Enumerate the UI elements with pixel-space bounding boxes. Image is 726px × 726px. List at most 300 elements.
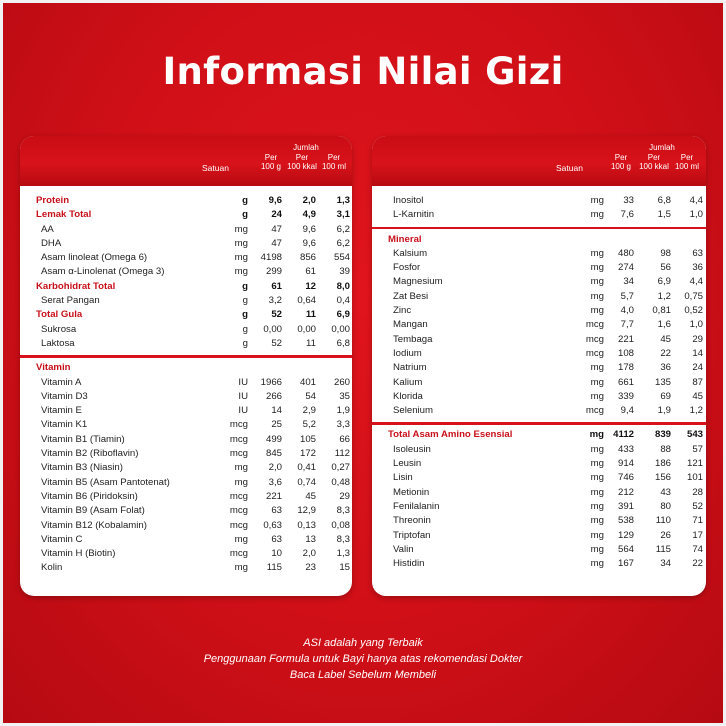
nutrient-name: Klorida: [393, 390, 423, 402]
value-per-100g: 178: [617, 362, 634, 374]
unit-cell: g: [242, 195, 248, 206]
value-per-100g: 61: [271, 280, 282, 292]
nutrient-name: Vitamin B1 (Tiamin): [41, 433, 125, 445]
value-per-100g: 3,6: [268, 476, 282, 488]
value-per-100ml: 0,00: [331, 323, 350, 335]
table-row: [20, 376, 352, 390]
unit-cell: mg: [234, 476, 248, 488]
value-per-100kkal: 156: [654, 472, 671, 484]
value-per-100kkal: 61: [305, 266, 316, 278]
table-row: [20, 461, 352, 475]
nutrient-name: Vitamin: [36, 362, 71, 374]
value-per-100kkal: 5,2: [302, 419, 316, 431]
nutrient-name: Vitamin C: [41, 533, 83, 545]
header-per-100kkal: Per 100 kkal: [639, 153, 669, 171]
value-per-100ml: 543: [686, 429, 703, 441]
value-per-100g: 7,6: [620, 209, 634, 221]
value-per-100kkal: 9,6: [302, 223, 316, 235]
table-row: [20, 194, 352, 208]
value-per-100ml: 3,3: [336, 419, 350, 431]
nutrient-name: Valin: [393, 543, 414, 555]
table-row: [372, 376, 706, 390]
nutrient-name: Sukrosa: [41, 323, 77, 335]
value-per-100kkal: 115: [655, 543, 671, 555]
header-satuan: Satuan: [556, 163, 583, 173]
table-row: [20, 490, 352, 504]
value-per-100kkal: 839: [654, 429, 671, 441]
value-per-100g: 24: [271, 209, 282, 221]
table-row: [20, 433, 352, 447]
value-per-100kkal: 135: [654, 376, 671, 388]
value-per-100g: 3,2: [268, 295, 282, 307]
unit-cell: mg: [234, 223, 248, 235]
table-row: [20, 208, 352, 222]
nutrient-name: Vitamin B6 (Piridoksin): [41, 490, 138, 502]
value-per-100g: 221: [617, 333, 634, 345]
value-per-100kkal: 88: [660, 443, 671, 455]
table-row: [372, 347, 706, 361]
nutrient-name: Vitamin E: [41, 405, 82, 417]
value-per-100ml: 17: [692, 529, 703, 541]
value-per-100ml: 45: [692, 390, 703, 402]
table-row: [372, 500, 706, 514]
table-row: [20, 337, 352, 351]
value-per-100g: 4198: [260, 252, 282, 264]
value-per-100g: 14: [271, 405, 282, 417]
value-per-100ml: 87: [692, 376, 703, 388]
table-row: [20, 323, 352, 337]
unit-cell: mg: [234, 237, 248, 249]
value-per-100ml: 66: [339, 433, 350, 445]
value-per-100kkal: 12,9: [297, 505, 316, 517]
value-per-100kkal: 2,0: [302, 195, 316, 206]
value-per-100ml: 0,75: [684, 290, 703, 302]
unit-cell: mg: [590, 376, 604, 388]
unit-cell: mg: [590, 390, 604, 402]
unit-cell: mcg: [229, 433, 248, 445]
value-per-100kkal: 105: [299, 433, 316, 445]
nutrient-name: Iodium: [393, 347, 422, 359]
table-row: [20, 504, 352, 518]
value-per-100kkal: 34: [660, 558, 671, 570]
value-per-100ml: 6,9: [336, 309, 350, 321]
table-row: [20, 308, 352, 322]
table-row: [20, 294, 352, 308]
footer-line: Baca Label Sebelum Membeli: [289, 669, 437, 681]
value-per-100g: 47: [271, 223, 282, 235]
value-per-100ml: 121: [686, 458, 703, 470]
table-row: [20, 237, 352, 251]
table-row: [372, 443, 706, 457]
unit-cell: mcg: [585, 405, 604, 417]
value-per-100g: 212: [617, 486, 634, 498]
value-per-100kkal: 0,64: [297, 295, 316, 307]
unit-cell: mg: [590, 290, 604, 302]
nutrient-name: Asam α-Linolenat (Omega 3): [41, 266, 165, 278]
nutrient-name: Asam linoleat (Omega 6): [41, 252, 148, 264]
header-per-100ml: Per 100 ml: [674, 153, 699, 171]
value-per-100ml: 4,4: [689, 195, 703, 206]
table-row: [372, 457, 706, 471]
unit-cell: mcg: [229, 490, 248, 502]
nutrient-name: Vitamin D3: [41, 390, 88, 402]
header-per-100g: Per 100 g: [260, 153, 282, 171]
unit-cell: mg: [234, 252, 248, 264]
unit-cell: mcg: [229, 548, 248, 560]
value-per-100g: 299: [265, 266, 282, 278]
nutrient-name: Laktosa: [41, 337, 75, 349]
value-per-100g: 221: [265, 490, 282, 502]
nutrient-name: Vitamin B2 (Riboflavin): [41, 448, 139, 460]
value-per-100ml: 1,2: [689, 405, 703, 417]
nutrient-name: Vitamin A: [41, 376, 82, 388]
nutrient-name: Vitamin B9 (Asam Folat): [41, 505, 145, 517]
value-per-100g: 433: [617, 443, 634, 455]
value-per-100ml: 112: [334, 448, 350, 460]
unit-cell: mg: [590, 262, 604, 274]
section-divider: [372, 223, 706, 233]
nutrient-name: Total Gula: [36, 309, 83, 321]
value-per-100g: 47: [271, 237, 282, 249]
value-per-100ml: 554: [333, 252, 350, 264]
value-per-100ml: 63: [692, 247, 703, 259]
footer-line: ASI adalah yang Terbaik: [303, 637, 423, 649]
value-per-100ml: 14: [692, 347, 703, 359]
value-per-100ml: 1,3: [336, 548, 350, 560]
unit-cell: g: [242, 309, 248, 321]
value-per-100ml: 8,0: [336, 280, 350, 292]
table-row: [372, 543, 706, 557]
value-per-100ml: 4,4: [689, 276, 703, 288]
unit-cell: IU: [238, 376, 248, 388]
nutrient-name: Zat Besi: [393, 290, 429, 302]
nutrient-name: Vitamin B5 (Asam Pantotenat): [41, 476, 170, 488]
value-per-100g: 9,6: [268, 195, 282, 206]
nutrient-name: Tembaga: [393, 333, 433, 345]
nutrient-name: Fosfor: [393, 262, 421, 274]
value-per-100g: 499: [265, 433, 282, 445]
value-per-100kkal: 11: [305, 309, 316, 321]
value-per-100kkal: 23: [305, 562, 316, 574]
value-per-100kkal: 6,9: [657, 276, 671, 288]
table-row: [372, 404, 706, 418]
nutrient-name: Mangan: [393, 319, 428, 331]
unit-cell: mg: [234, 562, 248, 574]
table-row: [20, 418, 352, 432]
nutrition-table-right: [372, 136, 706, 596]
value-per-100ml: 39: [339, 266, 350, 278]
unit-cell: mg: [234, 462, 248, 474]
unit-cell: mg: [234, 533, 248, 545]
table-row: [372, 275, 706, 289]
value-per-100kkal: 0,00: [297, 323, 316, 335]
value-per-100kkal: 26: [660, 529, 671, 541]
unit-cell: mcg: [229, 419, 248, 431]
header-per-100g: Per 100 g: [610, 153, 632, 171]
value-per-100g: 34: [623, 276, 634, 288]
value-per-100kkal: 0,41: [297, 462, 316, 474]
value-per-100kkal: 856: [299, 252, 316, 264]
nutrient-name: DHA: [41, 237, 62, 249]
footer-line: Penggunaan Formula untuk Bayi hanya atas rekomendasi Dokter: [203, 653, 523, 665]
unit-cell: g: [242, 337, 248, 349]
value-per-100ml: 24: [692, 362, 703, 374]
rows-right: [372, 194, 706, 571]
table-header-left: [20, 136, 352, 186]
value-per-100g: 52: [271, 309, 282, 321]
value-per-100g: 391: [617, 500, 634, 512]
value-per-100kkal: 2,9: [302, 405, 316, 417]
value-per-100g: 52: [271, 337, 282, 349]
value-per-100ml: 1,0: [689, 209, 703, 221]
value-per-100ml: 6,2: [336, 223, 350, 235]
table-row: [372, 247, 706, 261]
table-row: [372, 333, 706, 347]
table-row: [20, 447, 352, 461]
value-per-100ml: 8,3: [336, 505, 350, 517]
header-jumlah: Jumlah: [649, 143, 675, 152]
nutrient-name: Karbohidrat Total: [36, 280, 116, 292]
value-per-100g: 33: [623, 195, 634, 206]
nutrient-name: Vitamin H (Biotin): [41, 548, 116, 560]
value-per-100kkal: 6,8: [657, 195, 671, 206]
value-per-100g: 9,4: [620, 405, 634, 417]
value-per-100g: 564: [617, 543, 634, 555]
value-per-100ml: 52: [692, 500, 703, 512]
nutrient-name: Metionin: [393, 486, 430, 498]
value-per-100ml: 0,52: [684, 305, 703, 317]
value-per-100kkal: 98: [660, 247, 671, 259]
table-row: [372, 471, 706, 485]
value-per-100g: 914: [617, 458, 634, 470]
unit-cell: mcg: [585, 347, 604, 359]
value-per-100ml: 29: [339, 490, 350, 502]
value-per-100kkal: 45: [305, 490, 316, 502]
unit-cell: mcg: [229, 448, 248, 460]
value-per-100ml: 0,4: [336, 295, 350, 307]
value-per-100kkal: 1,5: [657, 209, 671, 221]
unit-cell: mg: [590, 443, 604, 455]
table-row: [20, 280, 352, 294]
page-title: Informasi Nilai Gizi: [162, 50, 564, 93]
header-per-100ml: Per 100 ml: [321, 153, 346, 171]
value-per-100g: 0,63: [263, 519, 282, 531]
header-jumlah: Jumlah: [293, 143, 319, 152]
table-row: [372, 304, 706, 318]
table-row: [372, 208, 706, 222]
value-per-100ml: 6,8: [336, 337, 350, 349]
value-per-100ml: 1,0: [689, 319, 703, 331]
table-row: [20, 561, 352, 575]
value-per-100ml: 260: [333, 376, 350, 388]
value-per-100ml: 36: [692, 262, 703, 274]
table-row: [372, 557, 706, 571]
unit-cell: mg: [590, 362, 604, 374]
table-row: [372, 361, 706, 375]
value-per-100kkal: 45: [660, 333, 671, 345]
table-row: [372, 390, 706, 404]
value-per-100g: 63: [271, 533, 282, 545]
value-per-100kkal: 1,9: [657, 405, 671, 417]
value-per-100kkal: 12: [305, 280, 316, 292]
value-per-100ml: 28: [692, 486, 703, 498]
unit-cell: g: [242, 209, 248, 221]
value-per-100g: 538: [617, 515, 634, 527]
value-per-100g: 10: [271, 548, 282, 560]
nutrient-name: Threonin: [393, 515, 431, 527]
nutrition-table-left: [20, 136, 352, 596]
unit-cell: g: [242, 295, 248, 307]
rows-left: [20, 194, 352, 576]
nutrient-name: Lisin: [393, 472, 413, 484]
value-per-100ml: 0,08: [331, 519, 350, 531]
value-per-100g: 1966: [260, 376, 282, 388]
unit-cell: mg: [590, 305, 604, 317]
nutrient-name: Lemak Total: [36, 209, 92, 221]
value-per-100ml: 15: [339, 562, 350, 574]
value-per-100kkal: 22: [660, 347, 671, 359]
value-per-100g: 845: [265, 448, 282, 460]
nutrient-name: Vitamin B12 (Kobalamin): [41, 519, 147, 531]
section-divider: [20, 351, 352, 361]
nutrient-name: Vitamin K1: [41, 419, 88, 431]
table-row: [20, 519, 352, 533]
value-per-100kkal: 1,6: [657, 319, 671, 331]
nutrient-name: L-Karnitin: [393, 209, 435, 221]
nutrient-name: Histidin: [393, 558, 425, 570]
unit-cell: g: [242, 323, 248, 335]
header-satuan: Satuan: [202, 163, 229, 173]
value-per-100kkal: 69: [660, 390, 671, 402]
nutrient-name: Natrium: [393, 362, 427, 374]
table-row: [20, 265, 352, 279]
footer-disclaimer: [0, 635, 726, 683]
nutrient-name: Serat Pangan: [41, 295, 100, 307]
value-per-100g: 4,0: [620, 305, 634, 317]
value-per-100g: 5,7: [620, 290, 634, 302]
table-row: [372, 290, 706, 304]
unit-cell: IU: [238, 405, 248, 417]
value-per-100g: 108: [617, 347, 634, 359]
value-per-100kkal: 4,9: [302, 209, 316, 221]
table-row: [20, 547, 352, 561]
table-row: [372, 318, 706, 332]
value-per-100g: 129: [617, 529, 634, 541]
nutrient-name: Vitamin B3 (Niasin): [41, 462, 123, 474]
section-divider: [372, 418, 706, 428]
unit-cell: mg: [234, 266, 248, 278]
value-per-100kkal: 1,2: [657, 290, 671, 302]
nutrient-name: Triptofan: [393, 529, 431, 541]
nutrient-name: Kolin: [41, 562, 63, 574]
unit-cell: mg: [590, 543, 604, 555]
value-per-100g: 339: [617, 390, 634, 402]
value-per-100kkal: 110: [655, 515, 671, 527]
value-per-100g: 63: [271, 505, 282, 517]
nutrient-name: Total Asam Amino Esensial: [388, 429, 513, 441]
value-per-100ml: 1,3: [336, 195, 350, 206]
value-per-100ml: 71: [692, 515, 703, 527]
nutrient-name: Kalsium: [393, 247, 428, 259]
value-per-100g: 661: [617, 376, 634, 388]
nutrient-name: Kalium: [393, 376, 423, 388]
table-row: [20, 404, 352, 418]
table-row: [372, 261, 706, 275]
table-row: [372, 486, 706, 500]
value-per-100g: 4112: [613, 429, 634, 441]
value-per-100g: 746: [617, 472, 634, 484]
unit-cell: mcg: [229, 519, 248, 531]
value-per-100g: 274: [617, 262, 634, 274]
unit-cell: g: [242, 280, 248, 292]
nutrient-name: Leusin: [393, 458, 422, 470]
value-per-100kkal: 401: [299, 376, 316, 388]
value-per-100g: 2,0: [268, 462, 282, 474]
value-per-100ml: 22: [692, 558, 703, 570]
unit-cell: mg: [590, 276, 604, 288]
value-per-100kkal: 0,81: [652, 305, 671, 317]
unit-cell: mg: [590, 247, 604, 259]
value-per-100kkal: 80: [660, 500, 671, 512]
value-per-100ml: 57: [692, 443, 703, 455]
nutrient-name: Inositol: [393, 195, 424, 206]
value-per-100kkal: 13: [305, 533, 316, 545]
nutrient-name: Mineral: [388, 233, 422, 245]
value-per-100kkal: 11: [306, 337, 316, 349]
value-per-100g: 167: [617, 558, 634, 570]
value-per-100kkal: 0,13: [297, 519, 316, 531]
value-per-100ml: 6,2: [336, 237, 350, 249]
section-heading: [372, 233, 706, 247]
unit-cell: mg: [590, 515, 604, 527]
table-row: [20, 223, 352, 237]
header-per-100kkal: Per 100 kkal: [287, 153, 317, 171]
nutrient-name: AA: [41, 223, 54, 235]
unit-cell: mcg: [585, 319, 604, 331]
value-per-100g: 480: [617, 247, 634, 259]
value-per-100kkal: 43: [660, 486, 671, 498]
value-per-100kkal: 36: [660, 362, 671, 374]
table-row: [372, 529, 706, 543]
value-per-100ml: 8,3: [336, 533, 350, 545]
nutrient-name: Zinc: [393, 305, 412, 317]
nutrient-name: Isoleusin: [393, 443, 431, 455]
unit-cell: mg: [590, 209, 604, 221]
unit-cell: mg: [589, 429, 604, 441]
unit-cell: mg: [590, 558, 604, 570]
table-header-right: [372, 136, 706, 186]
nutrient-name: Protein: [36, 195, 70, 206]
unit-cell: mg: [590, 472, 604, 484]
value-per-100kkal: 56: [660, 262, 671, 274]
table-row: [20, 251, 352, 265]
nutrient-name: Fenilalanin: [393, 500, 440, 512]
value-per-100ml: 29: [692, 333, 703, 345]
value-per-100ml: 101: [686, 472, 703, 484]
value-per-100g: 115: [266, 562, 282, 574]
nutrient-name: Magnesium: [393, 276, 443, 288]
table-row: [372, 194, 706, 208]
value-per-100ml: 3,1: [336, 209, 350, 221]
value-per-100kkal: 172: [299, 448, 316, 460]
value-per-100ml: 74: [692, 543, 703, 555]
value-per-100kkal: 2,0: [302, 548, 316, 560]
unit-cell: IU: [238, 390, 248, 402]
unit-cell: mg: [590, 529, 604, 541]
unit-cell: mg: [590, 458, 604, 470]
table-row: [372, 514, 706, 528]
value-per-100g: 7,7: [620, 319, 634, 331]
